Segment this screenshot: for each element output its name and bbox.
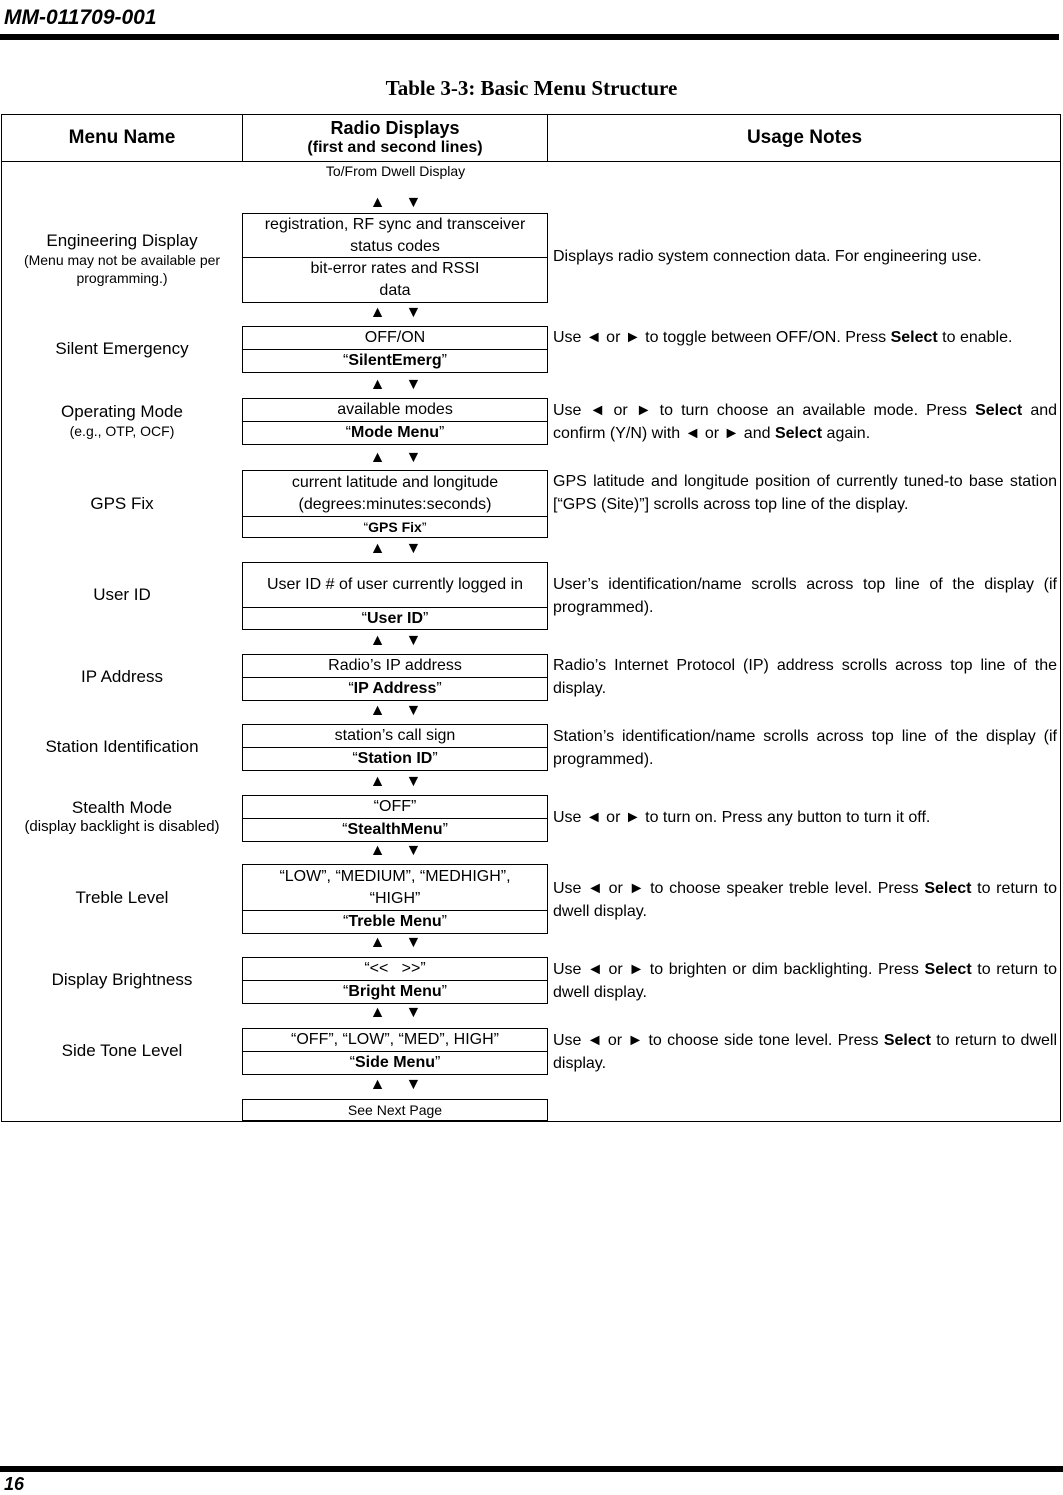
display-line-1: registration, RF sync and transceiver status codes	[264, 215, 526, 255]
column-header-radio-displays	[243, 115, 547, 161]
menu-name-label: Treble Level	[75, 888, 169, 907]
down-arrow-icon: ▼	[405, 376, 422, 393]
quote-open: “	[342, 913, 349, 930]
usage-note	[553, 1029, 1057, 1075]
display-box	[242, 864, 548, 934]
down-arrow-icon: ▼	[405, 449, 422, 466]
nav-arrows	[244, 1003, 547, 1023]
display-line-2	[243, 818, 547, 841]
down-arrow-icon: ▼	[405, 773, 422, 790]
quote-close: ”	[439, 424, 445, 441]
note-text: to return to dwell display.	[553, 880, 1058, 920]
display-line-2	[243, 980, 547, 1003]
display-line-2	[243, 910, 547, 933]
menu-name-label: Stealth Mode	[71, 798, 173, 817]
menu-name-ip-address	[2, 655, 242, 699]
display-line-1: “LOW”, “MEDIUM”, “MEDHIGH”, “HIGH”	[279, 867, 511, 907]
display-line-1: Radio’s IP address	[328, 657, 462, 674]
display-box	[242, 654, 548, 701]
display-line-1: “OFF”	[373, 798, 417, 815]
nav-arrows	[244, 701, 547, 721]
quote-close: ”	[441, 352, 447, 369]
up-arrow-icon: ▲	[369, 842, 386, 859]
display-menu-title: SilentEmerg	[348, 352, 442, 369]
note-text: Use ◄ or ► to choose side tone level. Press	[553, 1032, 884, 1049]
display-line-2	[243, 677, 547, 700]
display-box	[242, 724, 548, 771]
note-text: and confirm (Y/N) with ◄ or ► and	[553, 402, 1058, 442]
menu-name-operating-mode	[2, 399, 242, 443]
menu-structure-table	[1, 114, 1061, 1122]
menu-name-gps-fix	[2, 471, 242, 537]
up-arrow-icon: ▲	[369, 1076, 386, 1093]
display-box	[242, 213, 548, 303]
table-header	[2, 115, 1060, 162]
down-arrow-icon: ▼	[405, 304, 422, 321]
menu-name-label: IP Address	[81, 667, 163, 686]
usage-note	[553, 399, 1057, 445]
radio-displays-title: Radio Displays	[330, 118, 460, 138]
display-menu-title: StealthMenu	[347, 821, 443, 838]
select-keyword: Select	[924, 880, 972, 897]
up-arrow-icon: ▲	[369, 1004, 386, 1021]
note-text: to return to dwell display.	[553, 961, 1057, 1001]
down-arrow-icon: ▼	[405, 632, 422, 649]
quote-open: “	[345, 424, 351, 441]
column-header-menu-name: Menu Name	[68, 127, 176, 148]
note-text: Use ◄ or ► to brighten or dim backlighting. Press	[553, 961, 925, 978]
quote-open: “	[342, 821, 348, 838]
down-arrow-icon: ▼	[405, 1076, 422, 1093]
up-arrow-icon: ▲	[369, 773, 386, 790]
down-arrow-icon: ▼	[405, 702, 422, 719]
table-caption: Table 3-3: Basic Menu Structure	[385, 76, 678, 100]
menu-name-note: (e.g., OTP, OCF)	[69, 423, 175, 439]
nav-arrows	[244, 448, 547, 468]
document-id: MM-011709-001	[4, 6, 157, 29]
see-next-page-label: See Next Page	[347, 1102, 443, 1118]
menu-name-display-brightness	[2, 958, 242, 1002]
select-keyword: Select	[975, 402, 1023, 419]
display-menu-title: Station ID	[357, 750, 433, 767]
menu-name-label: Engineering Display	[46, 231, 198, 250]
menu-name-note: (display backlight is disabled)	[24, 818, 220, 835]
usage-note	[553, 958, 1057, 1004]
quote-open: “	[361, 609, 367, 627]
nav-arrows	[244, 933, 547, 953]
display-line-1: station’s call sign	[334, 727, 456, 744]
display-line-1: “OFF”, “LOW”, “MED”, HIGH”	[291, 1031, 499, 1048]
quote-open: “	[363, 519, 369, 535]
menu-name-note: (Menu may not be available per programming.)	[23, 252, 221, 286]
note-text: Use ◄ or ► to turn choose an available mode. Press	[553, 402, 976, 419]
up-arrow-icon: ▲	[369, 194, 386, 211]
note-text: to enable.	[937, 329, 1013, 346]
up-arrow-icon: ▲	[369, 449, 386, 466]
menu-name-label: Operating Mode	[61, 402, 183, 421]
nav-arrows	[244, 631, 547, 651]
quote-close: ”	[441, 983, 447, 1000]
usage-note: Use ◄ or ► to turn on. Press any button to turn it off.	[553, 809, 931, 826]
display-line-1: User ID # of user currently logged in	[266, 576, 524, 593]
nav-arrows	[244, 539, 547, 559]
display-line-1: current latitude and longitude (degrees:minutes:seconds)	[291, 473, 499, 513]
note-text: again.	[822, 425, 871, 442]
up-arrow-icon: ▲	[369, 702, 386, 719]
nav-arrows	[244, 193, 547, 213]
page-number: 16	[4, 1474, 25, 1494]
quote-close: ”	[441, 913, 447, 930]
menu-name-label: Silent Emergency	[55, 339, 189, 358]
display-box	[242, 326, 548, 373]
display-line-1: OFF/ON	[364, 329, 426, 346]
usage-note: Station’s identification/name scrolls across top line of the display (if programmed).	[553, 728, 1057, 768]
menu-name-stealth-mode	[2, 795, 242, 839]
down-arrow-icon: ▼	[405, 194, 422, 211]
column-header-usage-notes: Usage Notes	[746, 127, 863, 148]
usage-note: Displays radio system connection data. For engineering use.	[553, 248, 982, 265]
menu-name-user-id	[2, 561, 242, 629]
select-keyword: Select	[774, 425, 823, 442]
dwell-display-label: To/From Dwell Display	[325, 163, 466, 179]
down-arrow-icon: ▼	[405, 842, 422, 859]
up-arrow-icon: ▲	[369, 934, 386, 951]
select-keyword: Select	[890, 329, 938, 346]
display-menu-title: Mode Menu	[351, 424, 439, 441]
display-line-1: “<< >>”	[364, 960, 426, 977]
display-box	[242, 562, 548, 630]
display-menu-title: Side Menu	[354, 1054, 435, 1071]
quote-open: “	[352, 750, 358, 767]
nav-arrows	[244, 841, 547, 861]
quote-close: ”	[442, 821, 448, 838]
select-keyword: Select	[924, 961, 972, 978]
usage-note: GPS latitude and longitude position of currently tuned-to base station [“GPS (Site)”] scrolls across top line of the display.	[553, 473, 1057, 513]
menu-name-engineering-display	[2, 217, 242, 301]
display-line-2	[243, 1051, 547, 1074]
menu-name-side-tone-level	[2, 1029, 242, 1073]
menu-name-label: GPS Fix	[90, 494, 154, 513]
nav-arrows	[244, 303, 547, 323]
usage-note: Radio’s Internet Protocol (IP) address scrolls across top line of the display.	[553, 657, 1057, 697]
usage-note	[553, 877, 1057, 923]
down-arrow-icon: ▼	[405, 934, 422, 951]
up-arrow-icon: ▲	[369, 540, 386, 557]
menu-name-station-identification	[2, 725, 242, 769]
quote-close: ”	[423, 609, 429, 627]
down-arrow-icon: ▼	[405, 1004, 422, 1021]
menu-name-label: Display Brightness	[51, 970, 193, 989]
up-arrow-icon: ▲	[369, 304, 386, 321]
note-text: Use ◄ or ► to choose speaker treble level. Press	[553, 880, 925, 897]
up-arrow-icon: ▲	[369, 376, 386, 393]
display-line-2	[243, 421, 547, 444]
nav-arrows	[244, 375, 547, 395]
display-menu-title: GPS Fix	[368, 519, 422, 535]
quote-open: “	[349, 1054, 355, 1071]
nav-arrows	[244, 1075, 547, 1095]
display-line-2	[243, 349, 547, 372]
display-menu-title: Bright Menu	[348, 983, 442, 1000]
quote-open: “	[348, 680, 354, 697]
nav-arrows	[244, 772, 547, 792]
display-box	[242, 957, 548, 1004]
menu-name-treble-level	[2, 865, 242, 931]
menu-name-label: User ID	[93, 585, 151, 604]
display-line-2	[243, 747, 547, 770]
note-text: to return to dwell display.	[553, 1032, 1058, 1072]
display-box	[242, 398, 548, 445]
note-text: Use ◄ or ► to toggle between OFF/ON. Press	[553, 329, 891, 346]
select-keyword: Select	[883, 1032, 931, 1049]
quote-open: “	[342, 352, 349, 369]
display-menu-title: Treble Menu	[348, 913, 442, 930]
header-rule	[0, 34, 1059, 40]
quote-close: ”	[436, 680, 442, 697]
display-line-1: available modes	[337, 401, 453, 418]
display-line-2	[243, 607, 547, 629]
display-line-2	[243, 516, 547, 537]
menu-name-label: Side Tone Level	[61, 1041, 183, 1060]
display-box	[242, 470, 548, 538]
usage-note	[553, 326, 1057, 349]
display-box	[242, 795, 548, 842]
display-menu-title: IP Address	[353, 680, 437, 697]
quote-close: ”	[421, 519, 427, 535]
display-menu-title: User ID	[366, 609, 424, 627]
quote-open: “	[343, 983, 349, 1000]
up-arrow-icon: ▲	[369, 632, 386, 649]
quote-close: ”	[432, 750, 438, 767]
menu-name-silent-emergency	[2, 327, 242, 371]
see-next-page-box	[242, 1099, 548, 1121]
display-box	[242, 1028, 548, 1075]
display-line-2: bit-error rates and RSSI data	[243, 257, 547, 302]
down-arrow-icon: ▼	[405, 540, 422, 557]
quote-close: ”	[435, 1054, 441, 1071]
radio-displays-subtitle: (first and second lines)	[307, 139, 483, 156]
usage-note: User’s identification/name scrolls across top line of the display (if programmed).	[553, 576, 1057, 616]
menu-name-label: Station Identification	[45, 737, 199, 756]
footer-rule	[0, 1466, 1063, 1472]
